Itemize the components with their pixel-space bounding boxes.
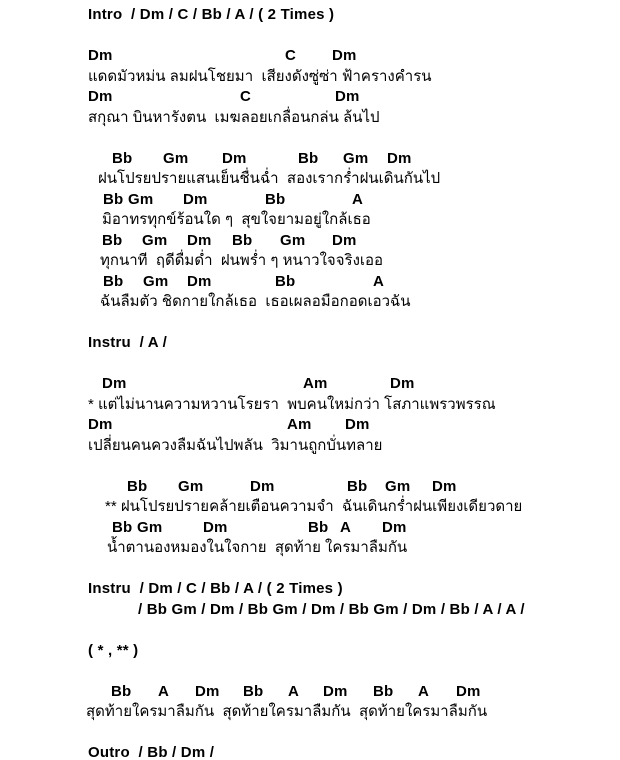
lyric-line: * แต่ไม่นานความหวานโรยรา พบคนใหม่กว่า โสภาแพรวพรรณ — [88, 395, 496, 413]
chord: Gm — [163, 149, 189, 167]
chord: Dm — [432, 477, 457, 495]
lyric-line: ทุกนาที ฤดีดื่มด่ำ ฝนพร่ำ ๆ หนาวใจจริงเออ — [100, 252, 384, 269]
chord: Gm — [143, 272, 169, 290]
chord: Dm — [222, 149, 247, 167]
chord-line — [0, 415, 620, 436]
chord: Dm — [335, 88, 360, 105]
chord: Bb — [103, 190, 124, 208]
chord: Gm — [137, 518, 163, 536]
chord: Bb — [112, 149, 133, 167]
chord: Gm — [128, 190, 154, 208]
chord: Bb — [347, 477, 368, 495]
chord: Dm — [102, 375, 127, 392]
chord: Bb — [232, 231, 253, 249]
chord: Dm — [203, 518, 228, 536]
chord: Bb — [102, 231, 123, 249]
chord-line — [0, 149, 620, 170]
chord: Dm — [250, 477, 275, 495]
lyric-line: สุดท้ายใครมาลืมกัน สุดท้ายใครมาลืมกัน สุดท้ายใครมาลืมกัน — [86, 703, 488, 720]
chord: A — [418, 682, 430, 700]
chord-line — [0, 682, 620, 703]
chord: A — [352, 190, 364, 208]
lyric-line: มิอาทรทุกข์ร้อนใด ๆ สุขใจยามอยู่ใกล้เธอ — [102, 211, 371, 228]
chord: Bb — [111, 682, 132, 700]
blank-line — [0, 559, 620, 580]
chord: Bb — [298, 149, 319, 167]
chord: Bb — [103, 272, 124, 290]
chord: Bb — [275, 272, 296, 290]
chord-line — [0, 46, 620, 67]
chord: Dm — [88, 88, 113, 105]
chord: Dm — [390, 375, 415, 392]
instru-2-continuation: / Bb Gm / Dm / Bb Gm / Dm / Bb Gm / Dm / Bb / A / A / — [138, 600, 525, 618]
chord: Gm — [343, 149, 369, 167]
chord: Bb — [308, 518, 329, 536]
chord-line — [0, 272, 620, 293]
chord-line — [0, 477, 620, 498]
lyric-line: แดดมัวหม่น ลมฝนโชยมา เสียงดังซู่ซ่า ฟ้าครางคำรน — [88, 67, 432, 85]
chord: Dm — [183, 190, 208, 208]
chord: Dm — [187, 272, 212, 290]
chord-line — [0, 374, 620, 395]
chord: Bb — [112, 518, 133, 536]
blank-line — [0, 723, 620, 744]
chord: Dm — [323, 682, 348, 700]
blank-line — [0, 26, 620, 47]
chord: Dm — [382, 518, 407, 536]
chord: A — [158, 682, 170, 700]
chord: Gm — [280, 231, 306, 249]
chord: Dm — [332, 47, 357, 64]
chord: Dm — [345, 416, 370, 433]
chord: Dm — [88, 47, 113, 64]
lyric-line: สกุณา บินหารังตน เมฆลอยเกลื่อนกล่น ล้นไป — [88, 108, 380, 126]
chord: Bb — [265, 190, 286, 208]
chord: Bb — [127, 477, 148, 495]
chord-line — [0, 190, 620, 211]
chord: Dm — [456, 682, 481, 700]
blank-line — [0, 128, 620, 149]
chord: C — [285, 47, 297, 64]
intro-heading: Intro / Dm / C / Bb / A / ( 2 Times ) — [88, 6, 335, 23]
blank-line — [0, 456, 620, 477]
lyric-line: ฉันลืมตัว ชิดกายใกล้เธอ เธอเผลอมือกอดเอวฉัน — [100, 293, 411, 310]
chord: A — [288, 682, 300, 700]
chord: Am — [287, 416, 312, 433]
blank-line — [0, 620, 620, 641]
chord: Bb — [373, 682, 394, 700]
chord: A — [340, 518, 352, 536]
chord: Dm — [195, 682, 220, 700]
blank-line — [0, 661, 620, 682]
chord: Gm — [142, 231, 168, 249]
chord: Dm — [187, 231, 212, 249]
instru-1-heading: Instru / A / — [88, 334, 167, 351]
chord: C — [240, 88, 252, 105]
lyric-line: น้ำตานองหมองในใจกาย สุดท้าย ใครมาลืมกัน — [107, 539, 408, 556]
chord: Gm — [178, 477, 204, 495]
lyric-line: เปลี่ยนคนควงลืมฉันไปพลัน วิมานถูกบั่นทลาย — [88, 436, 383, 454]
instru-2-heading: Instru / Dm / C / Bb / A / ( 2 Times ) — [88, 580, 343, 597]
chord: Gm — [385, 477, 411, 495]
chord-line — [0, 518, 620, 539]
chord-line — [0, 231, 620, 252]
chord: Dm — [332, 231, 357, 249]
chord-line — [0, 87, 620, 108]
chord: Dm — [387, 149, 412, 167]
chord: Dm — [88, 416, 113, 433]
chord: A — [373, 272, 385, 290]
lyric-line: ** ฝนโปรยปรายคล้ายเตือนความจำ ฉันเดินกร่ำฝนเพียงเดียวดาย — [105, 498, 523, 515]
lyric-line: ฝนโปรยปรายแสนเย็นชื่นฉ่ำ สองเรากร่ำฝนเดินกันไป — [98, 170, 441, 187]
chord: Am — [303, 375, 328, 392]
blank-line — [0, 313, 620, 334]
blank-line — [0, 354, 620, 375]
chord: Bb — [243, 682, 264, 700]
repeat-marks: ( * , ** ) — [88, 641, 139, 659]
outro-heading: Outro / Bb / Dm / — [88, 744, 215, 760]
